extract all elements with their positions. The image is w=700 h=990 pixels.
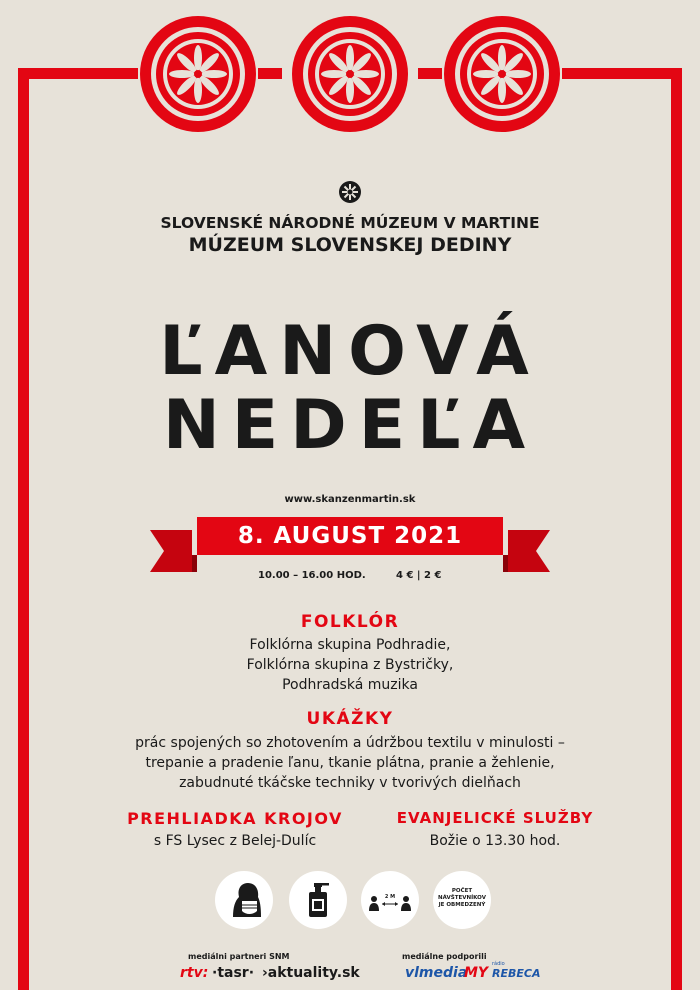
face-mask-icon xyxy=(215,871,273,929)
capacity-line-3: JE OBMEDZENÝ xyxy=(438,902,486,908)
sluzby-heading: EVANJELICKÉ SLUŽBY xyxy=(396,809,594,827)
distance-badge xyxy=(361,871,419,929)
media-partners-label: mediálni partneri SNM xyxy=(188,952,290,961)
aktuality-logo: ›aktuality.sk xyxy=(262,965,360,981)
frame-top-mid-1 xyxy=(258,68,282,79)
ukazky-line-2: trepanie a pradenie ľanu, tkanie plátna, pranie a žehlenie, xyxy=(145,755,555,771)
museum-subname: MÚZEUM SLOVENSKEJ DEDINY xyxy=(188,234,512,256)
museum-name: SLOVENSKÉ NÁRODNÉ MÚZEUM V MARTINE xyxy=(160,214,540,232)
capacity-line-2: NÁVŠTEVNÍKOV xyxy=(438,895,486,901)
ukazky-line-1: prác spojených so zhotovením a údržbou textilu v minulosti – xyxy=(135,735,565,751)
frame-top-mid-2 xyxy=(418,68,442,79)
capacity-line-1: POČET xyxy=(451,888,473,894)
title-line-2: NEDEĽA xyxy=(162,386,538,465)
museum-logo-icon xyxy=(338,180,362,204)
distance-label: 2 M xyxy=(384,894,396,900)
radio-label: rádio xyxy=(492,961,505,967)
sluzby-text: Božie o 13.30 hod. xyxy=(429,833,561,849)
rosette-right-icon xyxy=(442,14,562,134)
supporters-label: mediálne podporili xyxy=(402,952,487,961)
rtv-logo: rtv: xyxy=(180,965,209,981)
social-distance-icon xyxy=(361,871,419,929)
event-date: 8. AUGUST 2021 xyxy=(237,523,463,549)
tasr-logo: ·tasr· xyxy=(212,965,255,981)
folklor-line-2: Folklórna skupina z Bystričky, xyxy=(246,657,454,673)
frame-top-left xyxy=(18,68,138,79)
title-line-1: ĽANOVÁ xyxy=(159,312,541,391)
folklor-line-1: Folklórna skupina Podhradie, xyxy=(249,637,451,653)
krojov-heading: PREHLIADKA KROJOV xyxy=(127,809,343,828)
rebeca-logo: REBECA xyxy=(492,967,541,980)
mask-badge xyxy=(215,871,273,929)
sanitizer-badge xyxy=(289,871,347,929)
rosette-center-icon xyxy=(290,14,410,134)
opening-hours: 10.00 – 16.00 HOD. xyxy=(258,570,366,581)
ukazky-line-3: zabudnuté tkáčske techniky v tvorivých dielňach xyxy=(179,775,521,791)
krojov-text: s FS Lysec z Belej-Dulíc xyxy=(153,833,317,849)
ukazky-heading: UKÁŽKY xyxy=(306,709,394,729)
frame-left xyxy=(18,68,29,990)
website-link[interactable]: www.skanzenmartin.sk xyxy=(284,494,416,505)
frame-top-right xyxy=(562,68,682,79)
folklor-heading: FOLKLÓR xyxy=(300,612,400,632)
frame-right xyxy=(671,68,682,990)
capacity-badge xyxy=(433,871,491,929)
rosette-left-icon xyxy=(138,14,258,134)
hand-sanitizer-icon xyxy=(289,871,347,929)
ticket-price: 4 € | 2 € xyxy=(396,570,442,581)
my-logo: MY xyxy=(464,965,489,981)
folklor-line-3: Podhradská muzika xyxy=(282,677,418,693)
vlmedia-logo: vlmedia xyxy=(405,965,468,981)
